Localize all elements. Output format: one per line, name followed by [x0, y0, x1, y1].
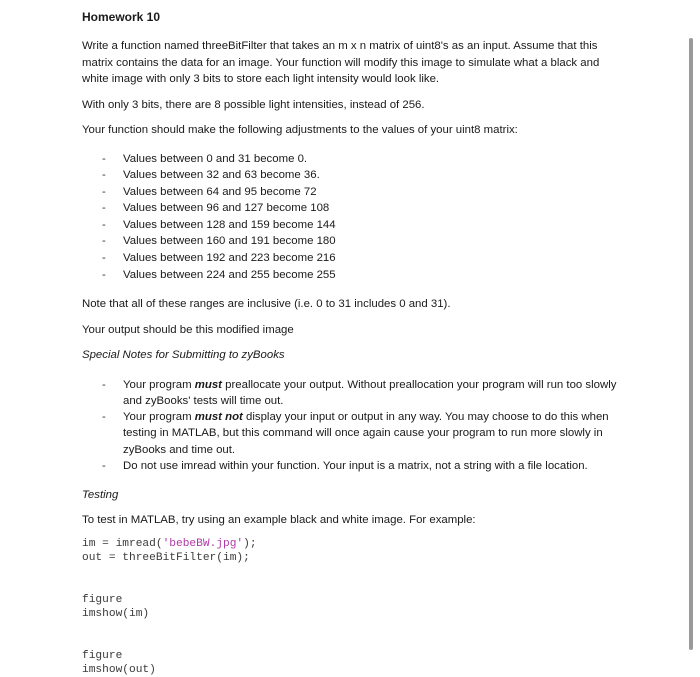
- special-notes-list: [82, 377, 622, 474]
- dash-bullet-icon: -: [102, 268, 106, 281]
- code-line: figure: [82, 649, 123, 662]
- adjust-intro: Your function should make the following adjustments to the values of your uint8 matrix:: [82, 124, 518, 136]
- testing-intro: To test in MATLAB, try using an example black and white image. For example:: [82, 514, 476, 527]
- list-item: - Your program must preallocate your output. Without preallocation your program will run too slowly and zyBooks' tests will time out.: [102, 378, 617, 407]
- intro-paragraph: Write a function named threeBitFilter that takes an m x n matrix of uint8's as an input. Assume that this matrix contains the data for an image. Your function will modify this image to simulate what a black and white image with only 3 bits to store each light intensity would look like.: [82, 40, 600, 85]
- special-notes-heading: Special Notes for Submitting to zyBooks: [82, 349, 285, 362]
- list-item: - Values between 32 and 63 become 36.: [82, 167, 622, 184]
- dash-bullet-icon: -: [102, 218, 106, 231]
- code-line: im = imread('bebeBW.jpg');: [82, 537, 257, 550]
- list-item: - Do not use imread within your function. Your input is a matrix, not a string with a file location.: [82, 458, 622, 474]
- testing-heading: Testing: [82, 488, 119, 501]
- dash-bullet-icon: -: [102, 235, 106, 248]
- value-rules-list: [82, 151, 622, 284]
- page-title: Homework 10: [82, 10, 161, 24]
- list-item: - Values between 160 and 191 become 180: [82, 233, 622, 250]
- vertical-scrollbar[interactable]: [689, 38, 693, 650]
- list-item: - Your program must not display your input or output in any way. You may choose to do this when testing in MATLAB, but this command will once again cause your program to run more slowly in zyBooks and time out.: [102, 411, 609, 456]
- dash-bullet-icon: -: [102, 252, 106, 265]
- dash-bullet-icon: -: [102, 411, 106, 424]
- code-block: [82, 537, 622, 677]
- list-item: - Values between 128 and 159 become 144: [82, 217, 622, 234]
- dash-bullet-icon: -: [102, 378, 106, 391]
- code-line: out = threeBitFilter(im);: [82, 551, 250, 564]
- code-line: figure: [82, 593, 123, 606]
- output-note: Your output should be this modified image: [82, 323, 294, 336]
- list-item: - Values between 64 and 95 become 72: [82, 184, 622, 201]
- list-item: - Values between 192 and 223 become 216: [82, 250, 622, 267]
- code-line: imshow(out): [82, 663, 156, 676]
- list-item: - Values between 0 and 31 become 0.: [82, 151, 622, 168]
- document-content: [82, 10, 622, 677]
- dash-bullet-icon: -: [102, 459, 106, 472]
- dash-bullet-icon: -: [102, 152, 106, 165]
- list-item: - Values between 224 and 255 become 255: [82, 267, 622, 284]
- inclusive-note: Note that all of these ranges are inclusive (i.e. 0 to 31 includes 0 and 31).: [82, 298, 451, 311]
- list-item: - Values between 96 and 127 become 108: [82, 200, 622, 217]
- dash-bullet-icon: -: [102, 169, 106, 182]
- bits-note: With only 3 bits, there are 8 possible light intensities, instead of 256.: [82, 98, 425, 111]
- dash-bullet-icon: -: [102, 202, 106, 215]
- dash-bullet-icon: -: [102, 185, 106, 198]
- code-line: imshow(im): [82, 607, 150, 620]
